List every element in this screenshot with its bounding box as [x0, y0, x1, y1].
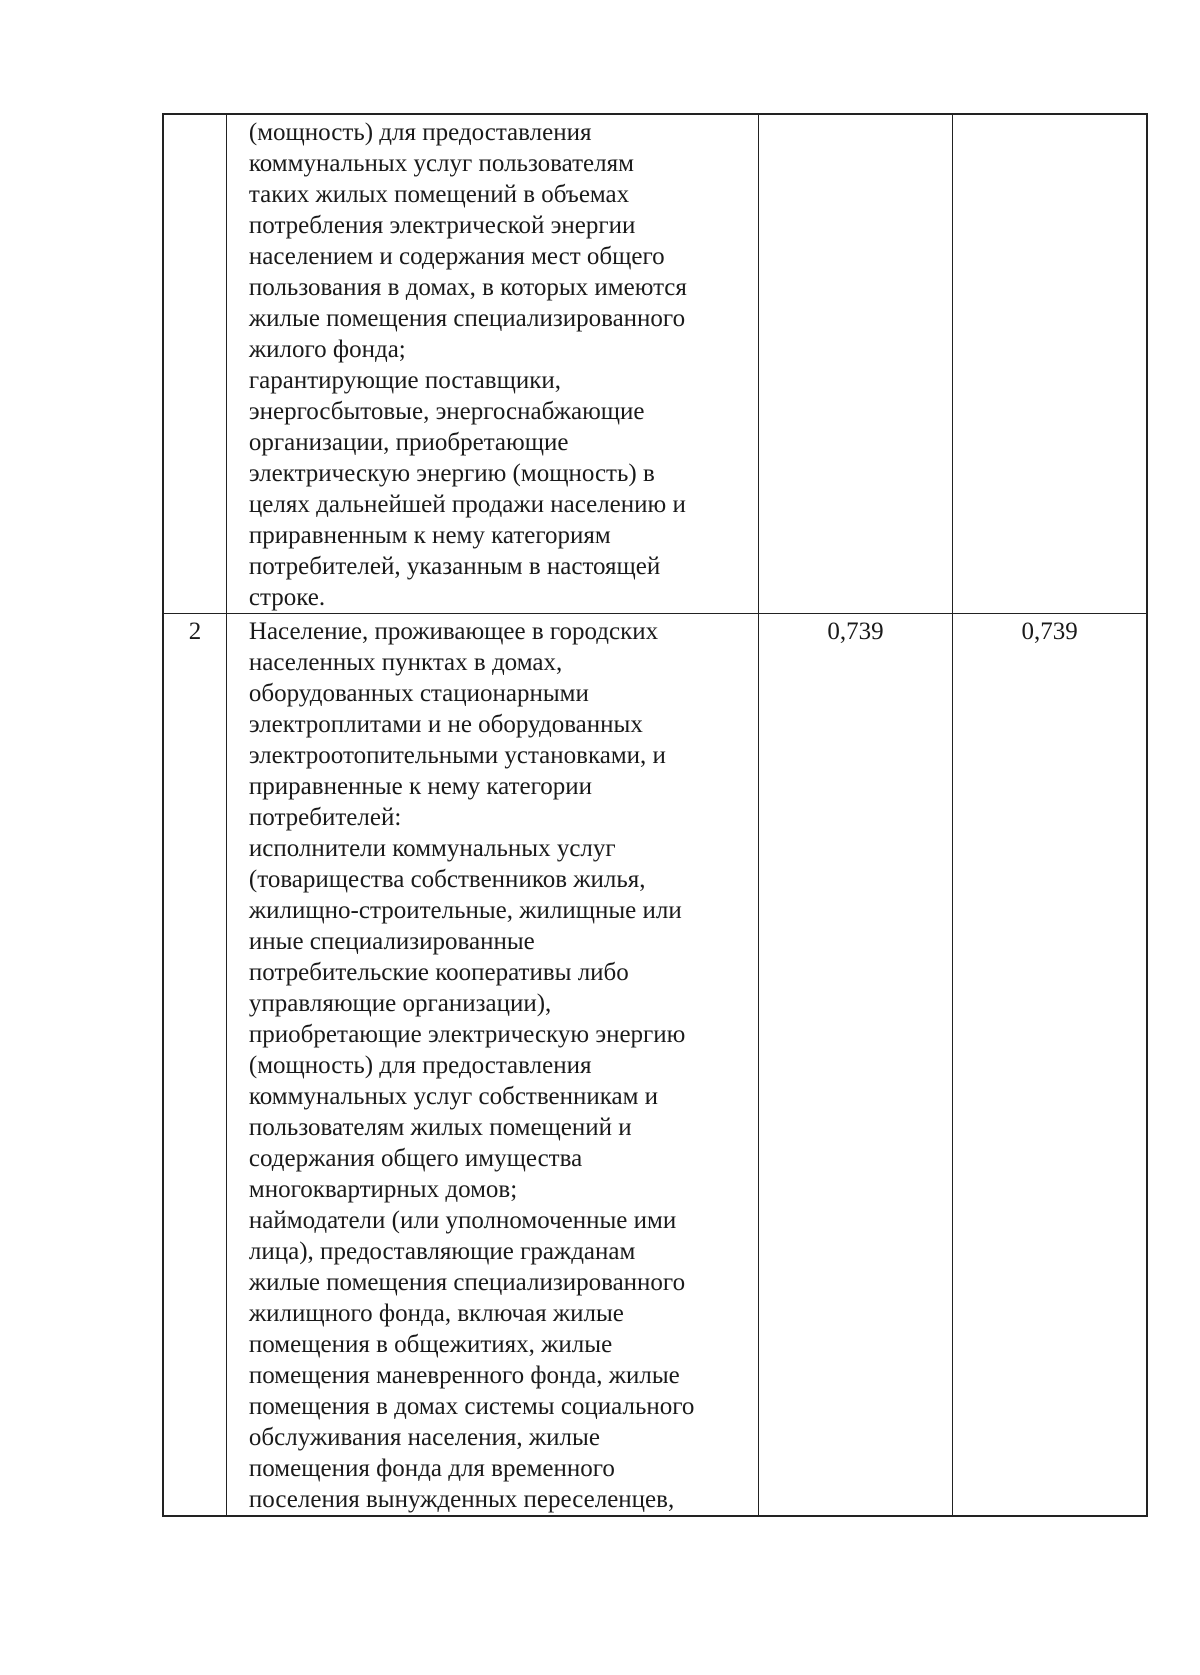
- row-value-2: 0,739: [1021, 618, 1078, 645]
- description-cell: [226, 614, 758, 1517]
- row-value-1: [759, 115, 952, 117]
- row-number-cell: [163, 114, 226, 614]
- row-value-1: 0,739: [827, 618, 884, 645]
- table-row: [163, 114, 1147, 614]
- row-description: Население, проживающее в городских населенных пунктах в домах, оборудованных стационарными электроплитами и не оборудованных электроотопительными установками, и приравненные к нему категории потребителей: исполнители коммунальных услуг (товарищества собственников жилья, жилищно-строительные, жилищные или иные специализированные потребительские кооперативы либо управляющие организации), приобретающие электрическую энергию (мощность) для предоставления коммунальных услуг собственникам и пользователям жилых помещений и содержания общего имущества многоквартирных домов; наймодатели (или уполномоченные ими лица), предоставляющие гражданам жилые помещения специализированного жилищного фонда, включая жилые помещения в общежитиях, жилые помещения маневренного фонда, жилые помещения в домах системы социального обслуживания населения, жилые помещения фонда для временного поселения вынужденных переселенцев,: [248, 618, 695, 1513]
- row-value-2: [953, 115, 1146, 117]
- value-cell-2: [953, 114, 1147, 614]
- row-number-cell: [163, 614, 226, 1517]
- value-cell-1: [758, 614, 952, 1517]
- row-number: [164, 115, 226, 117]
- description-cell: [226, 114, 758, 614]
- row-description: (мощность) для предоставления коммунальных услуг пользователям таких жилых помещений в объемах потребления электрической энергии населением и содержания мест общего пользования в домах, в которых имеются жилые помещения специализированного жилого фонда; гарантирующие поставщики, энергосбытовые, энергоснабжающие организации, приобретающие электрическую энергию (мощность) в целях дальнейшей продажи населению и приравненным к нему категориям потребителей, указанным в настоящей строке.: [248, 119, 687, 611]
- value-cell-2: [953, 614, 1147, 1517]
- value-cell-1: [758, 114, 952, 614]
- row-number: 2: [188, 618, 202, 645]
- tariff-table: [162, 113, 1148, 1517]
- table-row: [163, 614, 1147, 1517]
